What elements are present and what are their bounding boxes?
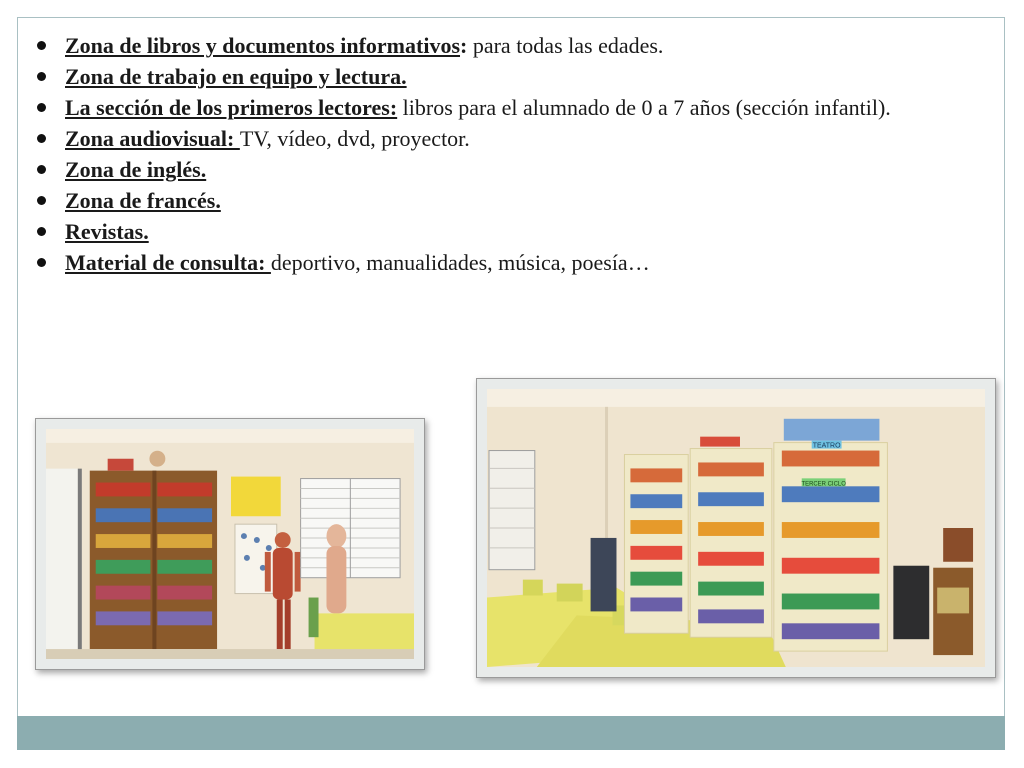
bullet-term: Zona de inglés. <box>65 157 207 182</box>
bullet-term: Zona de francés. <box>65 188 221 213</box>
library-photo-left-image <box>46 429 414 659</box>
bullet-separator: : <box>460 33 468 58</box>
bookshelf <box>90 451 217 649</box>
bullet-text: TV, vídeo, dvd, proyector. <box>239 126 470 151</box>
bullet-text: libros para el alumnado de 0 a 7 años (sección infantil). <box>397 95 891 120</box>
bullet-text: deportivo, manualidades, música, poesía… <box>270 250 650 275</box>
bullet-item <box>34 123 964 154</box>
bullet-dot-icon <box>37 258 46 267</box>
bullet-term: Zona de libros y documentos informativos <box>65 33 461 58</box>
bullet-term: La sección de los primeros lectores: <box>65 95 398 120</box>
bullet-dot-icon <box>37 103 46 112</box>
sign-teatro-label: TEATRO <box>812 442 841 450</box>
library-photo-right-image <box>487 389 985 667</box>
bullet-dot-icon <box>37 72 46 81</box>
bullet-item <box>34 216 964 247</box>
bullet-dot-icon <box>37 134 46 143</box>
bullet-term: Revistas. <box>65 219 149 244</box>
bullet-dot-icon <box>37 196 46 205</box>
library-photo-left <box>35 418 425 670</box>
bullet-item <box>34 247 964 278</box>
bullet-term: Material de consulta: <box>65 250 271 275</box>
bullet-text: para todas las edades. <box>467 33 664 58</box>
bullet-item <box>34 30 964 61</box>
bullet-dot-icon <box>37 227 46 236</box>
bullet-term: Zona de trabajo en equipo y lectura. <box>65 64 407 89</box>
footer-band <box>17 716 1005 750</box>
bullet-item <box>34 185 964 216</box>
bullet-term: Zona audiovisual: <box>65 126 240 151</box>
bullet-dot-icon <box>37 41 46 50</box>
bullet-item <box>34 61 964 92</box>
bullet-item <box>34 92 964 123</box>
bullet-dot-icon <box>37 165 46 174</box>
sign-tercer-ciclo-label: TERCER CICLO <box>801 481 846 488</box>
library-photo-right <box>476 378 996 678</box>
bullet-list <box>34 30 964 278</box>
bullet-item <box>34 154 964 185</box>
